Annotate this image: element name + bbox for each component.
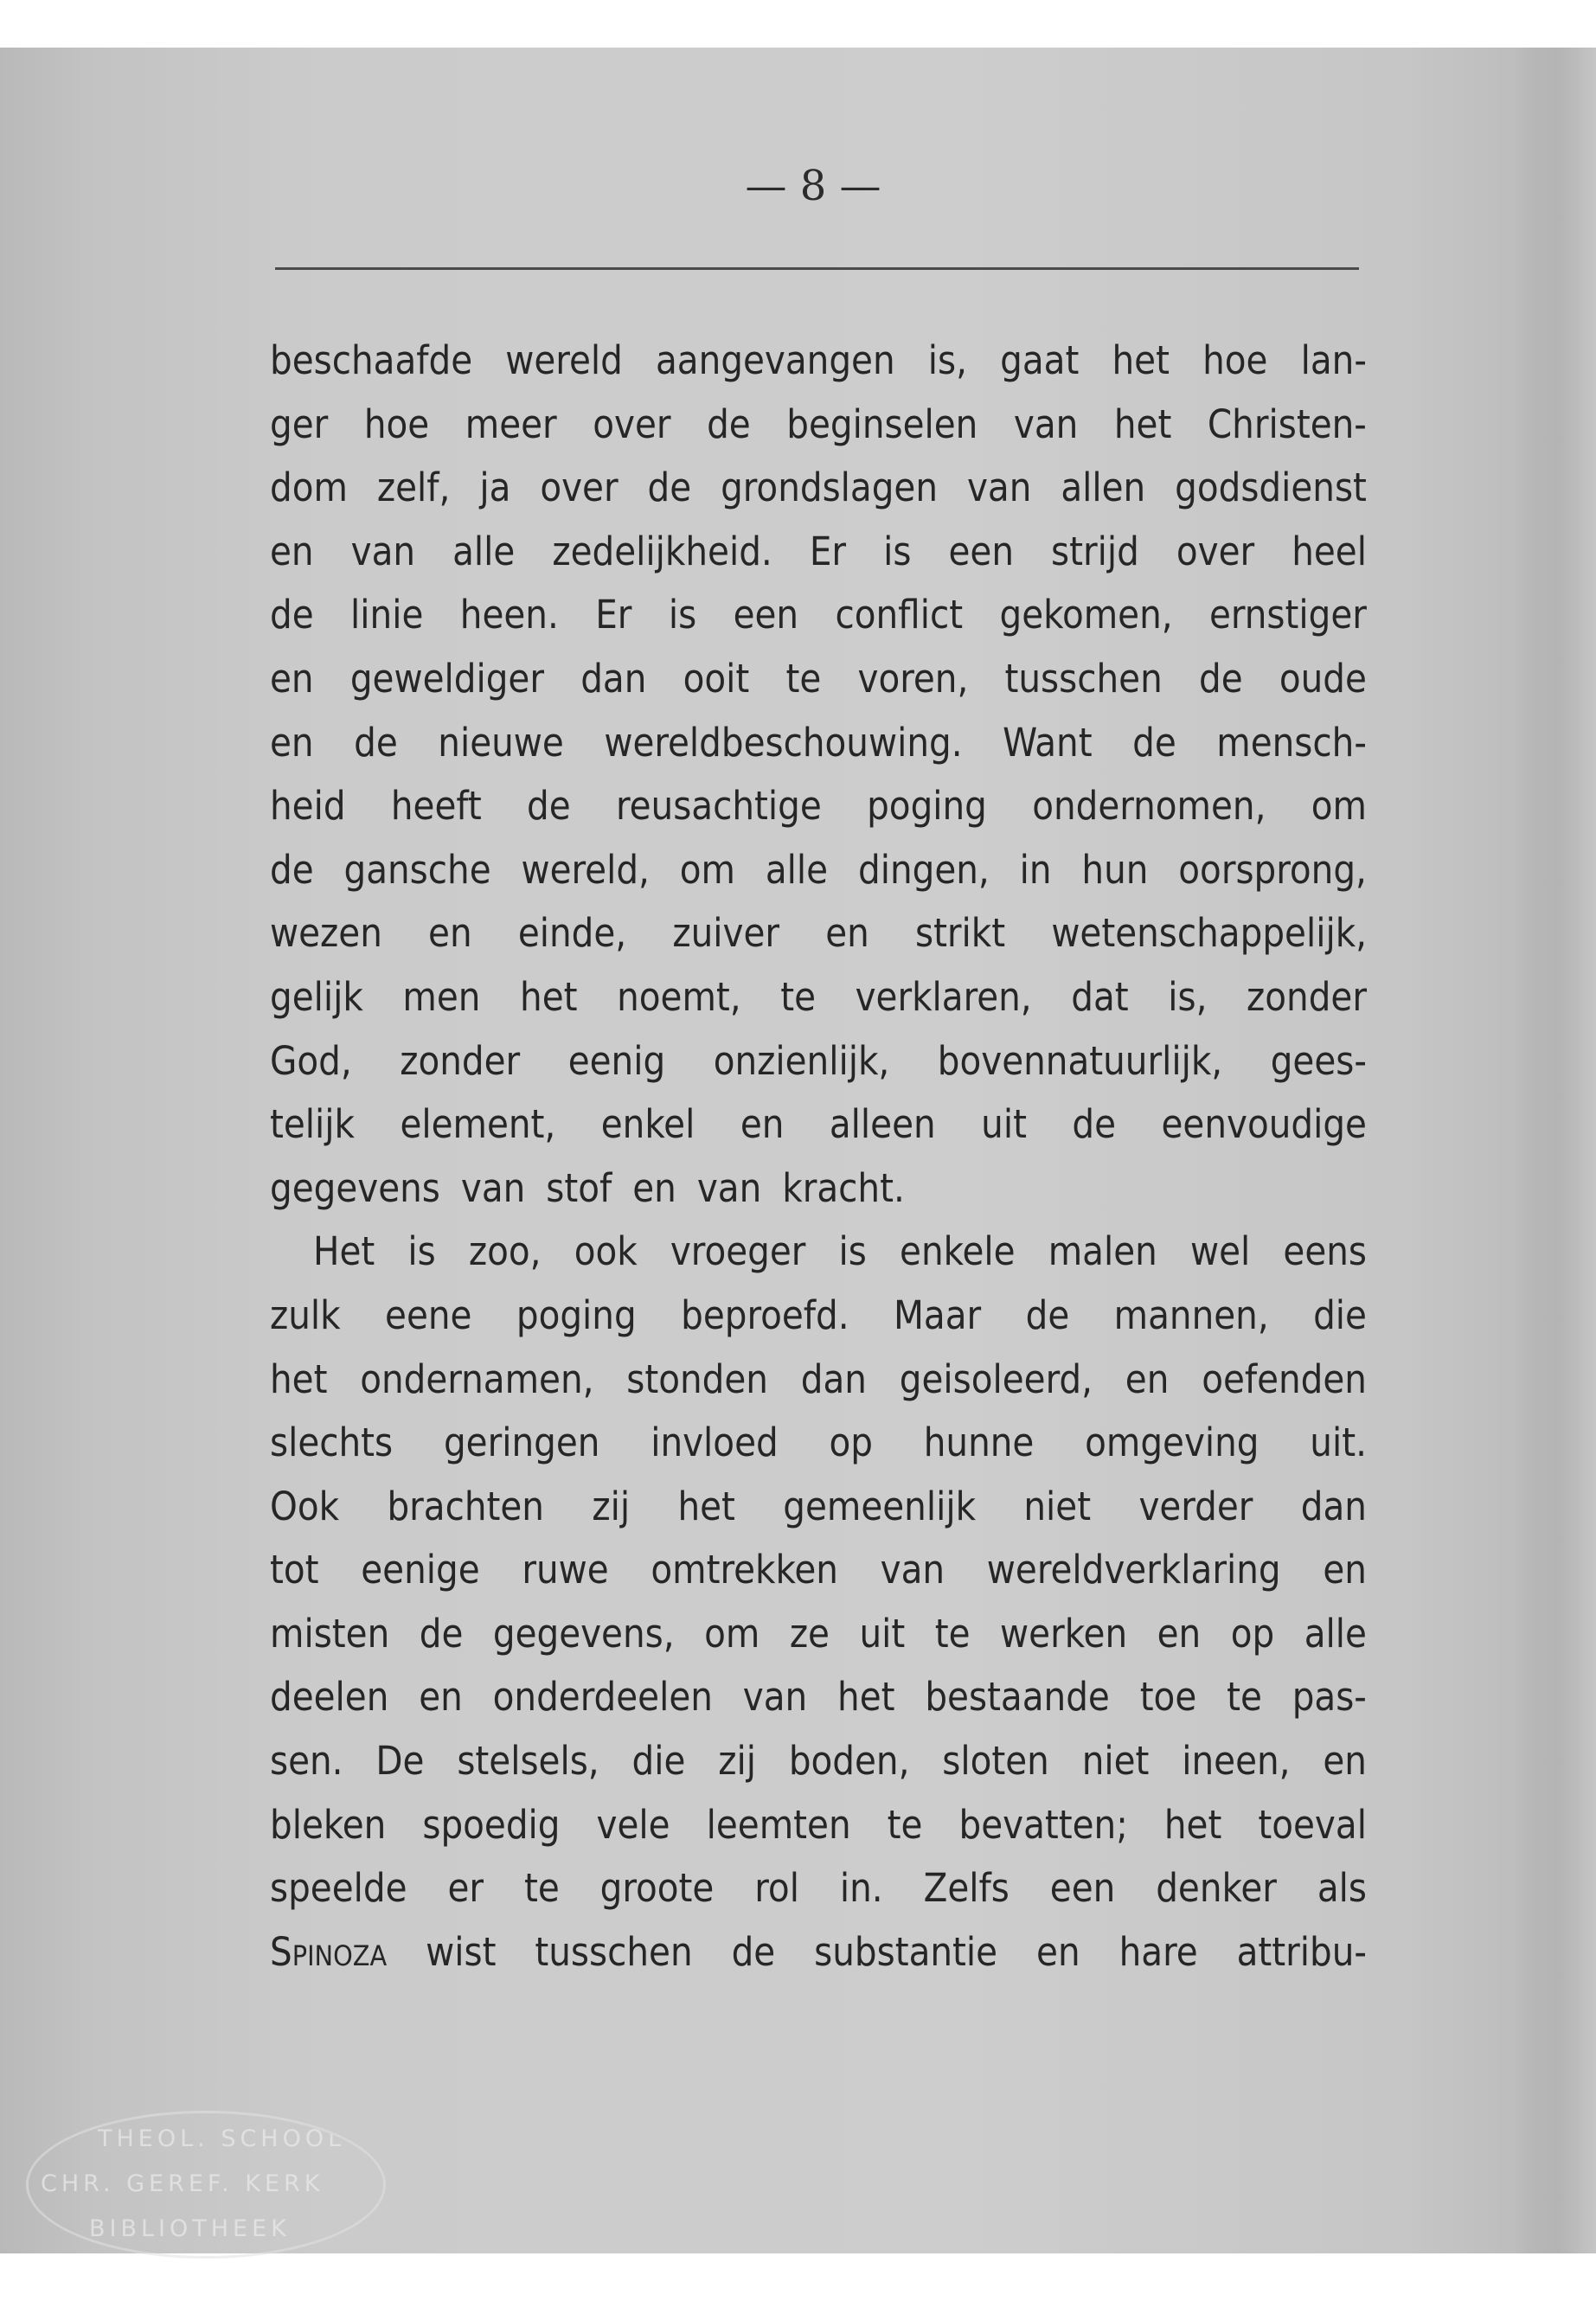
word: dat xyxy=(1071,973,1129,1020)
word: uit. xyxy=(1310,1420,1367,1466)
word: in xyxy=(1019,846,1052,893)
word: leemten xyxy=(706,1801,851,1848)
word: en xyxy=(1157,1610,1202,1657)
word: invloed xyxy=(651,1420,779,1466)
text-line xyxy=(270,1157,1367,1221)
text-line xyxy=(270,329,1367,393)
word: te xyxy=(887,1801,923,1848)
word: zedelijkheid. xyxy=(552,528,772,574)
word: de xyxy=(270,846,314,893)
word: stelsels, xyxy=(457,1738,599,1785)
word: alle xyxy=(452,528,516,574)
page-number: — 8 — xyxy=(745,162,881,210)
word: en xyxy=(270,655,314,702)
text-line xyxy=(270,838,1367,902)
word: attribu- xyxy=(1236,1928,1367,1975)
word: de xyxy=(419,1610,464,1657)
word: dingen, xyxy=(857,846,990,893)
word: wereldbeschouwing. xyxy=(604,719,963,766)
word: groote xyxy=(599,1865,715,1912)
word: het xyxy=(1112,337,1170,383)
word: strijd xyxy=(1051,528,1139,574)
word: de xyxy=(731,1928,776,1975)
word: Ook xyxy=(270,1483,340,1529)
text-line xyxy=(270,965,1367,1029)
word: hunne xyxy=(923,1420,1035,1466)
word: een xyxy=(733,592,799,638)
word: wist xyxy=(426,1928,497,1975)
word: hun xyxy=(1081,846,1149,893)
word: heeft xyxy=(390,783,482,830)
word: de xyxy=(354,719,398,766)
word: de xyxy=(1132,719,1176,766)
word: meer xyxy=(465,401,557,447)
word: dan xyxy=(800,1356,867,1402)
word: element, xyxy=(400,1101,556,1148)
word: geisoleerd, xyxy=(899,1356,1093,1402)
word: en xyxy=(270,719,314,766)
word: en xyxy=(1036,1928,1080,1975)
word: ondernamen, xyxy=(360,1356,594,1402)
word: vele xyxy=(596,1801,670,1848)
word: het xyxy=(270,1356,328,1402)
text-line xyxy=(270,901,1367,965)
word: het xyxy=(837,1674,895,1721)
word: is xyxy=(883,528,912,574)
word: pas- xyxy=(1292,1674,1367,1721)
word: een xyxy=(1049,1865,1116,1912)
word: heel xyxy=(1292,528,1367,574)
word: tusschen xyxy=(535,1928,693,1975)
word: onzienlijk, xyxy=(713,1037,890,1084)
word: Want xyxy=(1003,719,1093,766)
word: toeval xyxy=(1258,1801,1367,1848)
word: oorsprong, xyxy=(1178,846,1367,893)
text-line xyxy=(270,1538,1367,1602)
word: van xyxy=(350,528,416,574)
word: te xyxy=(523,1865,560,1912)
text-line xyxy=(270,520,1367,584)
word: heid xyxy=(270,783,346,830)
word: de xyxy=(1025,1292,1070,1338)
word: spoedig xyxy=(422,1801,561,1848)
word: het xyxy=(1113,401,1172,447)
word: eene xyxy=(385,1292,472,1338)
word: heen. xyxy=(459,592,559,638)
word: over xyxy=(593,401,671,447)
word: van xyxy=(880,1547,945,1593)
text-line xyxy=(270,1920,1367,1984)
word: deelen xyxy=(270,1674,389,1721)
word: en xyxy=(1323,1547,1367,1593)
word: vroeger xyxy=(670,1228,806,1275)
word: sloten xyxy=(942,1738,1049,1785)
word: geweldiger xyxy=(349,655,544,702)
spine-shadow xyxy=(1514,48,1596,2253)
word: stof xyxy=(546,1164,612,1211)
word: van xyxy=(1013,401,1079,447)
text-line xyxy=(270,1348,1367,1412)
word: ruwe xyxy=(522,1547,609,1593)
word: te xyxy=(785,655,822,702)
header-rule xyxy=(275,267,1359,270)
word: op xyxy=(829,1420,873,1466)
word: Zelfs xyxy=(923,1865,1010,1912)
word: malen xyxy=(1048,1228,1157,1275)
word: ger xyxy=(270,401,329,447)
word: bleken xyxy=(270,1801,387,1848)
word: zuiver xyxy=(672,910,779,957)
word: ernstiger xyxy=(1209,592,1367,638)
word: het xyxy=(677,1483,735,1529)
word: gansche xyxy=(343,846,491,893)
word: wereld xyxy=(505,337,623,383)
word: van xyxy=(460,1164,526,1211)
word: denker xyxy=(1156,1865,1277,1912)
word: Christen- xyxy=(1207,401,1367,447)
word: tusschen xyxy=(1004,655,1163,702)
word: het xyxy=(520,973,578,1020)
word: Spinoza xyxy=(270,1928,388,1975)
text-line xyxy=(270,456,1367,520)
word: van xyxy=(742,1674,808,1721)
word: te xyxy=(780,973,816,1020)
word: de xyxy=(270,592,314,638)
word: uit xyxy=(981,1101,1027,1148)
word: is xyxy=(668,592,697,638)
word: en xyxy=(419,1674,463,1721)
word: lan- xyxy=(1300,337,1367,383)
word: er xyxy=(447,1865,484,1912)
word: ondernomen, xyxy=(1032,783,1266,830)
word: zulk xyxy=(270,1292,341,1338)
text-line xyxy=(270,1093,1367,1157)
word: beginselen xyxy=(786,401,978,447)
word: telijk xyxy=(270,1101,355,1148)
word: te xyxy=(1227,1674,1262,1721)
word: om xyxy=(704,1610,760,1657)
word: hoe xyxy=(363,401,430,447)
word: alle xyxy=(1304,1610,1367,1657)
word: van xyxy=(696,1164,762,1211)
text-line xyxy=(270,1411,1367,1475)
word: hoe xyxy=(1202,337,1268,383)
word: alle xyxy=(765,846,829,893)
text-line xyxy=(270,1284,1367,1348)
word: enkele xyxy=(900,1228,1016,1275)
word: onderdeelen xyxy=(492,1674,713,1721)
word: bovennatuurlijk, xyxy=(937,1037,1223,1084)
word: het xyxy=(1163,1801,1222,1848)
word: Het xyxy=(313,1228,375,1275)
word: wetenschappelijk, xyxy=(1051,910,1367,957)
word: over xyxy=(1176,528,1255,574)
word: gegevens xyxy=(270,1164,440,1211)
word: men xyxy=(402,973,481,1020)
word: grondslagen xyxy=(721,465,939,511)
word: zelf, xyxy=(376,465,451,511)
word: en xyxy=(270,528,314,574)
word: bevatten; xyxy=(958,1801,1128,1848)
word: en xyxy=(740,1101,785,1148)
word: zonder xyxy=(1247,973,1367,1020)
word: is xyxy=(838,1228,867,1275)
word: enkel xyxy=(600,1101,695,1148)
text-line xyxy=(270,1475,1367,1539)
word: verder xyxy=(1138,1483,1253,1529)
word: van xyxy=(966,465,1032,511)
word: zoo, xyxy=(468,1228,542,1275)
word: rol xyxy=(754,1865,799,1912)
word: niet xyxy=(1081,1738,1150,1785)
word: nieuwe xyxy=(438,719,564,766)
stamp-line-3: BIBLIOTHEEK xyxy=(89,2215,291,2242)
word: ja xyxy=(479,465,511,511)
word: God, xyxy=(270,1037,352,1084)
word: eenig xyxy=(567,1037,666,1084)
word: en xyxy=(632,1164,676,1211)
word: godsdienst xyxy=(1175,465,1367,511)
text-line xyxy=(270,1665,1367,1729)
text-line xyxy=(270,1729,1367,1793)
word: zonder xyxy=(400,1037,521,1084)
word: is, xyxy=(927,337,967,383)
text-line xyxy=(270,1793,1367,1857)
word: omtrekken xyxy=(651,1547,838,1593)
word: eens xyxy=(1283,1228,1367,1275)
text-line xyxy=(270,711,1367,775)
word: is xyxy=(407,1228,436,1275)
word: poging xyxy=(867,783,987,830)
word: brachten xyxy=(387,1483,544,1529)
word: hare xyxy=(1118,1928,1198,1975)
word: oude xyxy=(1279,655,1367,702)
word: wereldverklaring xyxy=(986,1547,1281,1593)
stamp-line-1: THEOL. SCHOOL xyxy=(98,2125,346,2152)
text-line xyxy=(270,774,1367,838)
word: en xyxy=(1125,1356,1170,1402)
word: Maar xyxy=(894,1292,982,1338)
word: dom xyxy=(270,465,348,511)
body-text xyxy=(270,329,1367,1984)
text-line xyxy=(270,1029,1367,1093)
word: kracht. xyxy=(782,1164,905,1211)
word: Er xyxy=(809,528,847,574)
word: toe xyxy=(1139,1674,1197,1721)
word: substantie xyxy=(814,1928,998,1975)
word: voren, xyxy=(857,655,969,702)
word: die xyxy=(631,1738,686,1785)
word: geringen xyxy=(443,1420,600,1466)
word: de xyxy=(647,465,692,511)
word: tot xyxy=(270,1547,319,1593)
word: de xyxy=(1199,655,1243,702)
word: zij xyxy=(718,1738,756,1785)
word: gees- xyxy=(1270,1037,1367,1084)
word: slechts xyxy=(270,1420,394,1466)
word: in. xyxy=(839,1865,883,1912)
word: poging xyxy=(516,1292,637,1338)
word: gegevens, xyxy=(492,1610,675,1657)
word: dan xyxy=(580,655,647,702)
word: eenige xyxy=(361,1547,480,1593)
word: wereld, xyxy=(521,846,650,893)
word: beschaafde xyxy=(270,337,473,383)
word: beproefd. xyxy=(681,1292,849,1338)
word: gekomen, xyxy=(999,592,1173,638)
word: Er xyxy=(595,592,632,638)
word: conflict xyxy=(835,592,964,638)
word: gaat xyxy=(1000,337,1080,383)
word: reusachtige xyxy=(615,783,822,830)
word: verklaren, xyxy=(855,973,1032,1020)
word: omgeving xyxy=(1085,1420,1259,1466)
word: om xyxy=(679,846,735,893)
word: aangevangen xyxy=(656,337,895,383)
word: einde, xyxy=(517,910,627,957)
word: en xyxy=(428,910,472,957)
word: mensch- xyxy=(1216,719,1367,766)
stamp-line-2: CHR. GEREF. KERK xyxy=(41,2170,324,2197)
word: gemeenlijk xyxy=(783,1483,977,1529)
word: sen. xyxy=(270,1738,343,1785)
text-line xyxy=(270,583,1367,647)
text-line xyxy=(270,1602,1367,1666)
word: boden, xyxy=(788,1738,910,1785)
word: en xyxy=(1323,1738,1367,1785)
word: wezen xyxy=(270,910,382,957)
word: misten xyxy=(270,1610,390,1657)
word: over xyxy=(540,465,619,511)
word: de xyxy=(527,783,571,830)
word: wel xyxy=(1189,1228,1251,1275)
word: is, xyxy=(1168,973,1208,1020)
text-line xyxy=(270,647,1367,711)
word: werken xyxy=(1000,1610,1128,1657)
word: ze xyxy=(789,1610,830,1657)
word: linie xyxy=(350,592,424,638)
word: allen xyxy=(1061,465,1146,511)
word: noemt, xyxy=(617,973,741,1020)
word: om xyxy=(1311,783,1367,830)
word: eenvoudige xyxy=(1161,1101,1367,1148)
word: strikt xyxy=(914,910,1006,957)
word: ineen, xyxy=(1182,1738,1291,1785)
word: die xyxy=(1313,1292,1367,1338)
library-stamp xyxy=(26,2111,386,2259)
word: gelijk xyxy=(270,973,363,1020)
text-line xyxy=(270,1856,1367,1920)
word: als xyxy=(1317,1865,1367,1912)
word: en xyxy=(825,910,869,957)
word: ook xyxy=(574,1228,638,1275)
word: op xyxy=(1230,1610,1275,1657)
text-line xyxy=(270,393,1367,457)
word: bestaande xyxy=(925,1674,1110,1721)
word: ooit xyxy=(683,655,750,702)
word: de xyxy=(1072,1101,1117,1148)
word: oefenden xyxy=(1202,1356,1367,1402)
word: de xyxy=(707,401,751,447)
word: De xyxy=(375,1738,425,1785)
word: alleen xyxy=(829,1101,936,1148)
word: dan xyxy=(1300,1483,1367,1529)
word: stonden xyxy=(626,1356,768,1402)
word: uit xyxy=(859,1610,906,1657)
word: zij xyxy=(592,1483,631,1529)
word: niet xyxy=(1023,1483,1092,1529)
text-line xyxy=(270,1220,1367,1284)
word: een xyxy=(948,528,1014,574)
word: speelde xyxy=(270,1865,407,1912)
word: te xyxy=(934,1610,971,1657)
word: mannen, xyxy=(1113,1292,1269,1338)
